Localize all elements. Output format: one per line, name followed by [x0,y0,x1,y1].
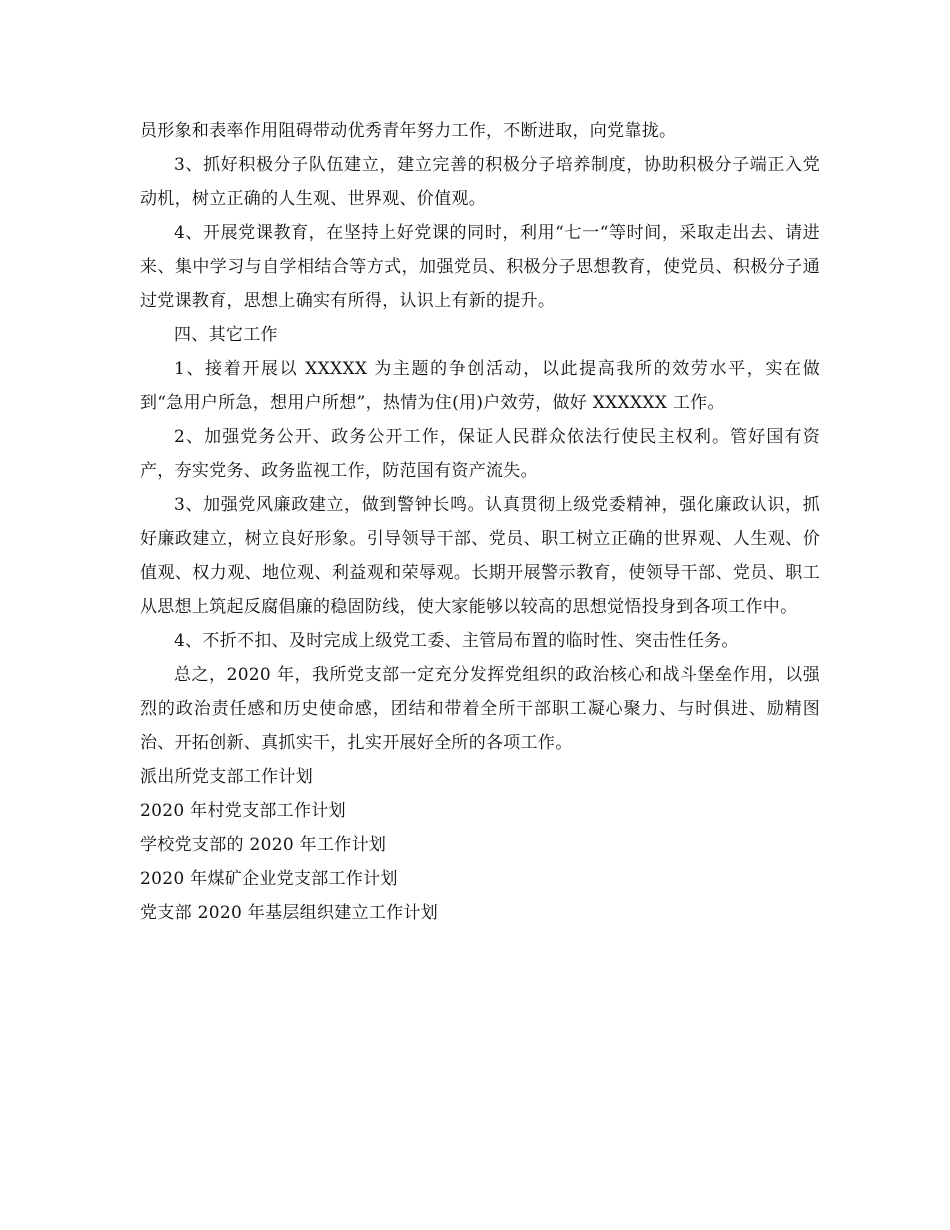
body-paragraph: 总之，2020 年，我所党支部一定充分发挥党组织的政治核心和战斗堡垒作用，以强烈的政治责任感和历史使命感，团结和带着全所干部职工凝心聚力、与时俱进、励精图治、开拓创新、真抓实干，扎实开展好全所的各项工作。 [140,665,820,753]
body-paragraph: 员形象和表率作用阻碍带动优秀青年努力工作，不断进取，向党靠拢。 [140,121,677,141]
body-paragraph: 2、加强党务公开、政务公开工作，保证人民群众依法行使民主权利。管好国有资产，夯实党务、政务监视工作，防范国有资产流失。 [140,427,820,481]
body-paragraph: 四、其它工作 [174,325,278,345]
related-link[interactable]: 2020 年煤矿企业党支部工作计划 [140,869,398,889]
body-paragraph: 3、加强党风廉政建立，做到警钟长鸣。认真贯彻上级党委精神，强化廉政认识，抓好廉政建立，树立良好形象。引导领导干部、党员、职工树立正确的世界观、人生观、价值观、权力观、地位观、利益观和荣辱观。长期开展警示教育，使领导干部、党员、职工从思想上筑起反腐倡廉的稳固防线，使大家能够以较高的思想觉悟投身到各项工作中。 [140,495,820,617]
paragraph-list [140,114,820,760]
document-body [140,114,820,930]
body-paragraph: 4、不折不扣、及时完成上级党工委、主管局布置的临时性、突击性任务。 [174,631,739,651]
body-paragraph: 1、接着开展以 XXXXX 为主题的争创活动，以此提高我所的效劳水平，实在做到“急用户所急，想用户所想”，热情为住(用)户效劳，做好 XXXXXX 工作。 [140,359,820,413]
body-paragraph: 4、开展党课教育，在坚持上好党课的同时，利用“七一“等时间，采取走出去、请进来、集中学习与自学相结合等方式，加强党员、积极分子思想教育，使党员、积极分子通过党课教育，思想上确实有所得，认识上有新的提升。 [140,223,820,311]
related-link[interactable]: 派出所党支部工作计划 [140,767,313,787]
related-link[interactable]: 2020 年村党支部工作计划 [140,801,346,821]
body-paragraph: 3、抓好积极分子队伍建立，建立完善的积极分子培养制度，协助积极分子端正入党动机，树立正确的人生观、世界观、价值观。 [140,155,820,209]
related-link[interactable]: 学校党支部的 2020 年工作计划 [140,835,387,855]
related-links-list [140,760,820,930]
related-link[interactable]: 党支部 2020 年基层组织建立工作计划 [140,903,439,923]
